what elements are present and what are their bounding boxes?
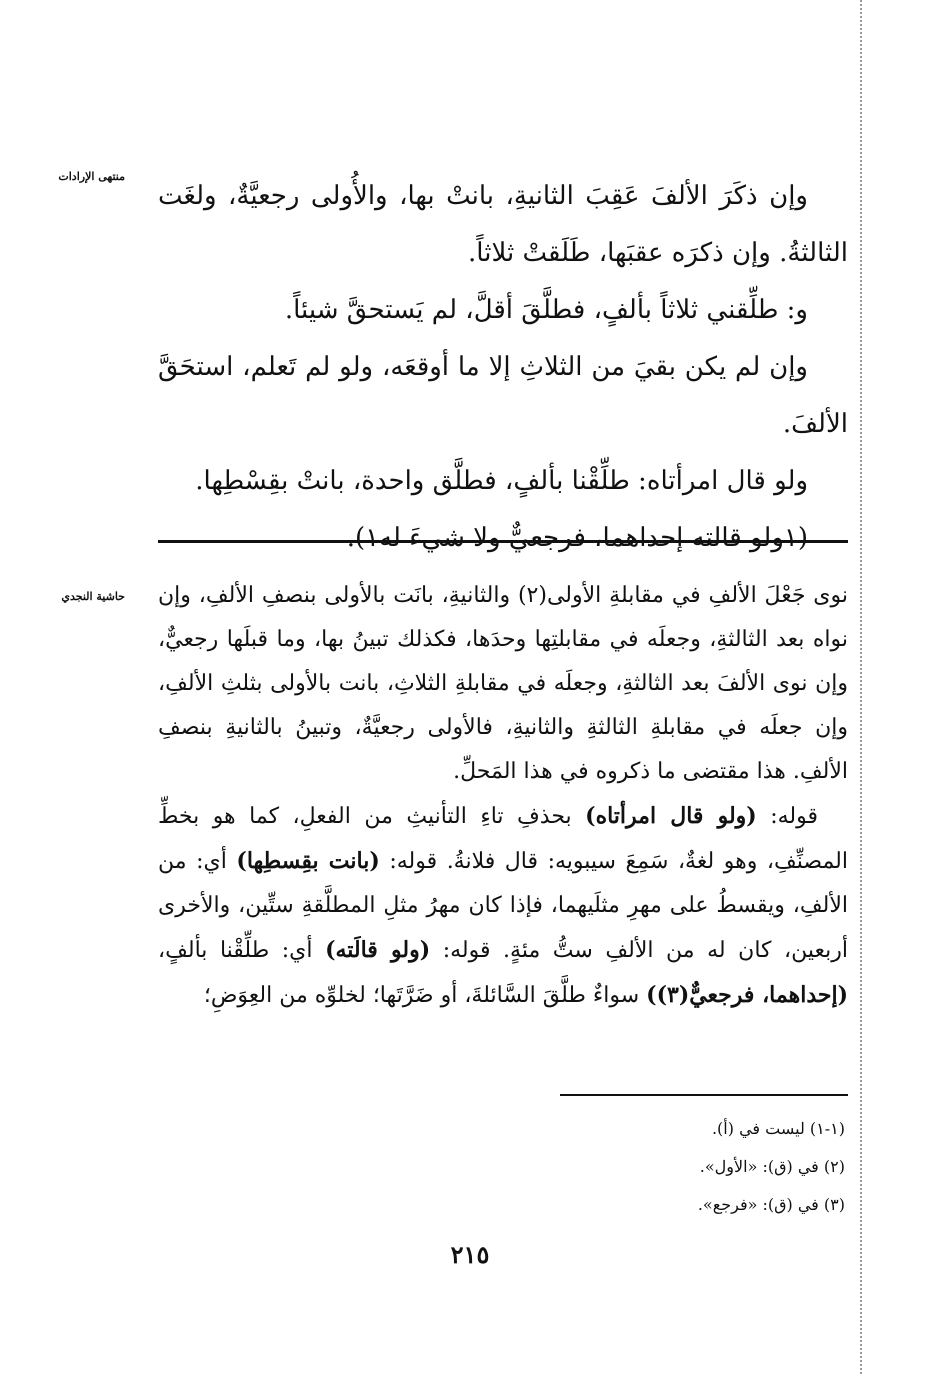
main-text-block [158,168,848,567]
commentary-text: قوله: [756,804,818,829]
commentary-quote: (إحداهما، فرجعيٌّ(٣)) [646,982,848,1008]
commentary-text: أي: طلِّقْنا بألفٍ، [158,938,326,963]
commentary-text: سواءٌ طلَّقَ السَّائلةَ، أو ضَرَّتَها؛ لخلوِّه من العِوَضِ؛ [203,983,647,1008]
commentary-quote: (ولو قالَته) [325,937,431,963]
footnote-rule [560,1094,848,1096]
commentary-quote: (ولو قال امرأتاه) [585,803,757,829]
main-paragraph: ولو قال امرأتاه: طلِّقْنا بألفٍ، فطلَّق واحدة، بانتْ بقِسْطِها. [195,466,808,496]
commentary-text: نوى جَعْلَ الألفِ في مقابلةِ الأولى(٢) والثانيةِ، بانَت بالأولى بنصفِ الألفِ، وإن نواه بعد الثالثةِ، وجعلَه في مقابلتِها وحدَها، فكذلك تبينُ بها، وما قبلَها رجعيٌّ، وإن نوى الألفَ بعد الثالثةِ، وجعلَه في مقابلةِ الثلاثِ، بانت بالأولى بثلثِ الألفِ، وإن جعلَه في مقابلةِ الثالثةِ والثانيةِ، فالأولى رجعيَّةٌ، وتبينُ بالثانيةِ بنصفِ الألفِ. هذا مقتضى ما ذكروه في هذا المَحلِّ. [158,583,848,784]
footnote: (٢) في (ق): «الأول». [699,1157,845,1176]
footnote: (٣) في (ق): «فرجع». [697,1195,845,1214]
side-label-commentary: حاشية النجدي [61,590,125,603]
page-edge-dotted-line [860,0,862,1374]
main-paragraph: (١ولو قالته إحداهما، فرجعيٌّ ولا شيءَ له١). [346,523,808,553]
commentary-quote: (بانت بقِسطِها) [236,848,380,874]
footnote: (١-١) ليست في (أ). [711,1119,845,1138]
footnotes [500,1110,845,1224]
commentary-text: بحذفِ تاءِ التأنيثِ من الفعلِ، كما هو بخطِّ المصنِّفِ، وهو لغةٌ، سَمِعَ سيبويه: قال فلانةُ. قوله: [158,804,848,874]
commentary-paragraph [158,574,848,794]
page-number: ٢١٥ [450,1240,490,1269]
main-paragraph: و: طلِّقني ثلاثاً بألفٍ، فطلَّقَ أقلَّ، لم يَستحقَّ شيئاً. [284,295,808,325]
commentary-block [158,574,848,1018]
main-paragraph: وإن لم يكن بقيَ من الثلاثِ إلا ما أوقعَه، ولو لم تَعلم، استحَقَّ الألفَ. [158,352,848,439]
text-commentary-separator [158,540,848,543]
commentary-paragraph [158,794,848,1018]
commentary-text: أي: من الألفِ، ويقسطُ على مهرِ مثلَيهما، فإذا كان مهرُ مثلِ المطلَّقةِ ستِّين، والأخرى أربعين، كان له من الألفِ ستُّ مئةٍ. قوله: [158,849,849,963]
main-paragraph: وإن ذكَرَ الألفَ عَقِبَ الثانيةِ، بانتْ بها، والأُولى رجعيَّةٌ، ولغَت الثالثةُ. وإن ذكرَه عقبَها، طَلَقتْ ثلاثاً. [158,181,848,268]
side-label-main-text: منتهى الإرادات [58,170,125,183]
